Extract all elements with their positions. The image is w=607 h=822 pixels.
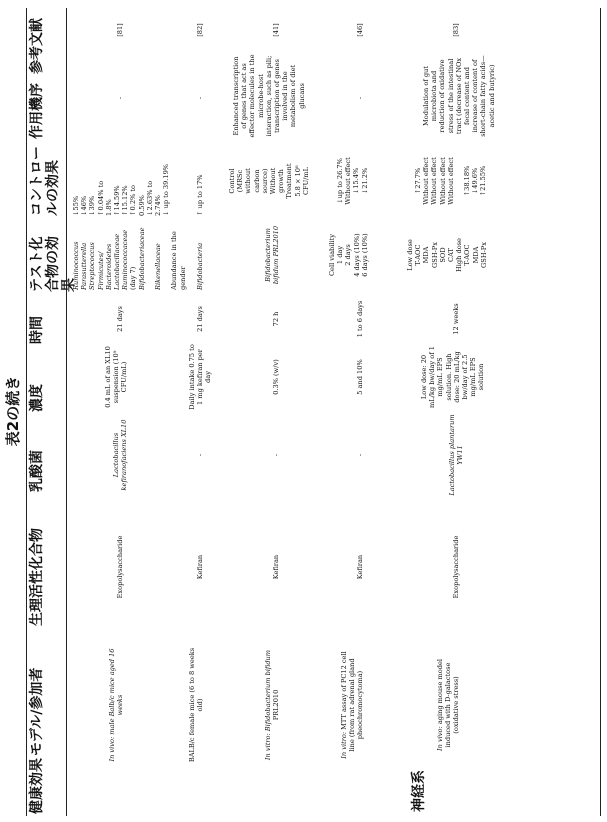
list-item: Abundance in the [170,231,179,290]
header-mechanism: 作用機序 [29,83,45,139]
header-rule [66,8,67,816]
list-item: Low dose [406,239,414,271]
list-item: ↓21.2% [360,167,369,195]
row2-mechanism: - [196,96,204,100]
list-item: Bifidobacteriaceae [137,227,146,290]
row5-test-list [406,220,488,290]
row1-model: In vivo: male Balb/c mice aged 16 weeks [108,648,125,762]
row1-mechanism: - [116,96,124,100]
row4-compound: Kefiran [356,554,364,580]
row3-ref: [41] [272,23,280,37]
row4-conc: 5 and 10% [356,359,364,395]
row4-bacteria: - [356,453,364,457]
row3-control-list [228,146,310,216]
list-item: Firmicutes/ [96,251,105,290]
row1-conc: 0.4 mL of an XL10 suspension (10⁹ CFU/mL) [104,346,129,408]
list-item: bifidum PRL2010 [272,225,281,285]
row5-time: 12 weeks [452,303,460,335]
row2-test: Bifidobacteria [196,242,204,290]
list-item: Without effect [344,157,353,205]
list-item: ↑14.59% [113,185,122,216]
row2-conc: Daily intake 0.75 to 1 mg kefiran per day [188,344,213,410]
header-test-effect: テスト化合物の効果 [29,236,77,292]
table-title: 表2の続き [4,375,22,447]
list-item: Cell viability [328,234,336,276]
header-health: 健康効果 [29,758,45,814]
list-item: ↓2.63% to [145,180,154,216]
row3-compound: Kefiran [272,554,280,580]
row2-model: BALB/c female mice (6 to 8 weeks old) [188,647,205,763]
row1-bacteria: Lactobacillus kefiranofaciens XL10 [112,419,129,491]
bottom-rule [600,8,601,816]
list-item: 4 days (10%) [352,233,361,277]
list-item: ↑27.7% [414,167,422,195]
header-refs: 参考文献 [29,18,45,74]
list-item: Ruminococcaceae [121,229,130,290]
list-item: Without [269,167,278,195]
list-item: SOD [438,247,447,263]
row4-ref: [46] [356,23,364,37]
list-item: MDA [422,246,431,264]
section-nervous-system: 神経系 [411,770,427,812]
list-item: 2.74% [154,195,163,216]
list-item: 6 days (10%) [360,233,369,277]
list-item: (day 7) [129,266,138,290]
list-item: 1 day [336,245,345,265]
list-item: ↓49.6% [471,167,480,195]
list-item: GSH-Px [430,242,439,268]
list-item: ↓15.4% [352,167,361,195]
list-item: ↑0.04% to [96,180,105,216]
list-item: Without effect [430,157,439,205]
row2-ref: [82] [196,23,204,37]
list-item: CFU/mL [301,166,310,196]
list-item: Without effect [438,157,447,205]
list-item: source) [260,168,269,194]
list-item: CAT [447,248,456,262]
list-item: ↑15.12% [121,185,130,216]
list-item: Streptococcus [88,242,97,290]
row4-control-list [336,146,369,216]
header-control-effect: コントロールの効果 [29,146,61,216]
row5-bacteria: Lactobacillus plantarum YW11 [448,414,465,496]
row5-control-list [414,146,488,216]
list-item: ↓ up to 39.19% [162,163,171,216]
header-conc: 濃度 [29,384,45,412]
row3-conc: 0.3% (w/v) [272,359,280,395]
row3-mechanism: Enhanced transcription of genes that act as effector molecules in the microbe-host interaction, such as pili; transcription of genes involved in the metabolism of diet glucans [232,54,306,138]
list-item: T-AOC [463,244,472,266]
list-item: Parasutterella [80,242,89,290]
list-item: 0.59% [137,195,146,216]
list-item: gender [178,266,187,290]
row4-time: 1 to 6 days [356,300,364,338]
row2-control: ↑ up to 17% [196,174,204,216]
row4-model: In vitro: MTT assay of PC12 cell line (from rat adrenal gland pheochromocytoma) [340,651,365,759]
list-item: 2 days [344,244,353,266]
list-item: carbon [252,169,261,193]
list-item: GSH-Px [479,242,488,268]
list-item: ↑21.55% [479,165,488,197]
list-item: ↓55% [72,195,80,216]
row1-ref: [81] [116,23,124,37]
row3-test-list [264,220,280,290]
list-item: 5.8 × 10⁸ [293,165,302,197]
row1-control-list [72,146,170,216]
list-item [146,220,154,290]
row5-compound: Exopolysaccharide [452,535,460,599]
row2-time: 21 days [196,306,204,332]
row4-test-list [328,220,369,290]
list-item: Without effect [422,157,431,205]
row5-mechanism: Modulation of gut microbiota and reduction of oxidative stress of the intestinal tract (decrease of NOx fecal content and increase of content of short-chain fatty acids—acetic and butyric) [422,55,496,137]
list-item: MDA [471,246,480,264]
row5-ref: [83] [452,23,460,37]
list-item: Without effect [446,157,455,205]
row2-compound: Kefiran [196,554,204,580]
top-rule [26,8,27,816]
row1-time: 21 days [116,306,124,332]
row3-bacteria: - [272,453,280,457]
list-item: Rikenellaceae [154,243,163,290]
list-item: Bacteroidetes [104,243,113,290]
list-item: ↓39% [88,195,97,216]
header-model: モデル/参加者 [29,667,45,756]
list-item: T-AOC [414,244,423,266]
list-item: Ruminococcus [72,241,80,290]
row3-time: 72 h [272,311,280,327]
row1-test-list [72,220,187,290]
row3-model: In vitro: Bifidobacterium bifidum PRL2010 [264,649,281,761]
header-time: 時間 [29,316,45,344]
row4-mechanism: - [356,96,364,100]
list-item: growth [277,169,286,193]
list-item: without [244,168,253,194]
list-item [162,220,170,290]
row1-compound: Exopolysaccharide [116,535,124,599]
list-item: Lactobacillaceae [113,233,122,290]
row2-bacteria: - [196,453,204,457]
list-item: Control [228,168,236,194]
row5-model: In vivo: aging mouse model induced with D-galactose (oxidative stress) [436,659,461,751]
header-compound: 生理活性化合物 [29,528,45,626]
list-item: High dose [455,238,464,272]
list-item: (MRSc [236,169,245,193]
list-item: 1.8% [104,199,113,216]
list-item: ↑38.18% [463,165,472,197]
list-item: Bifidobacterium [264,228,272,282]
list-item: Treatment [285,163,294,199]
list-item: ↑0.2% to [129,185,138,216]
list-item: ↓up to 26.7% [336,158,344,204]
list-item: ↓46% [80,195,89,216]
header-bacteria: 乳酸菌 [29,450,45,492]
row5-conc: Low dose: 20 mL/kg bw/day of 1 mg/mL EPS solution. High dose: 20 mL/kg bw/day of 2.5 mg/mL EPS solution [420,346,486,408]
